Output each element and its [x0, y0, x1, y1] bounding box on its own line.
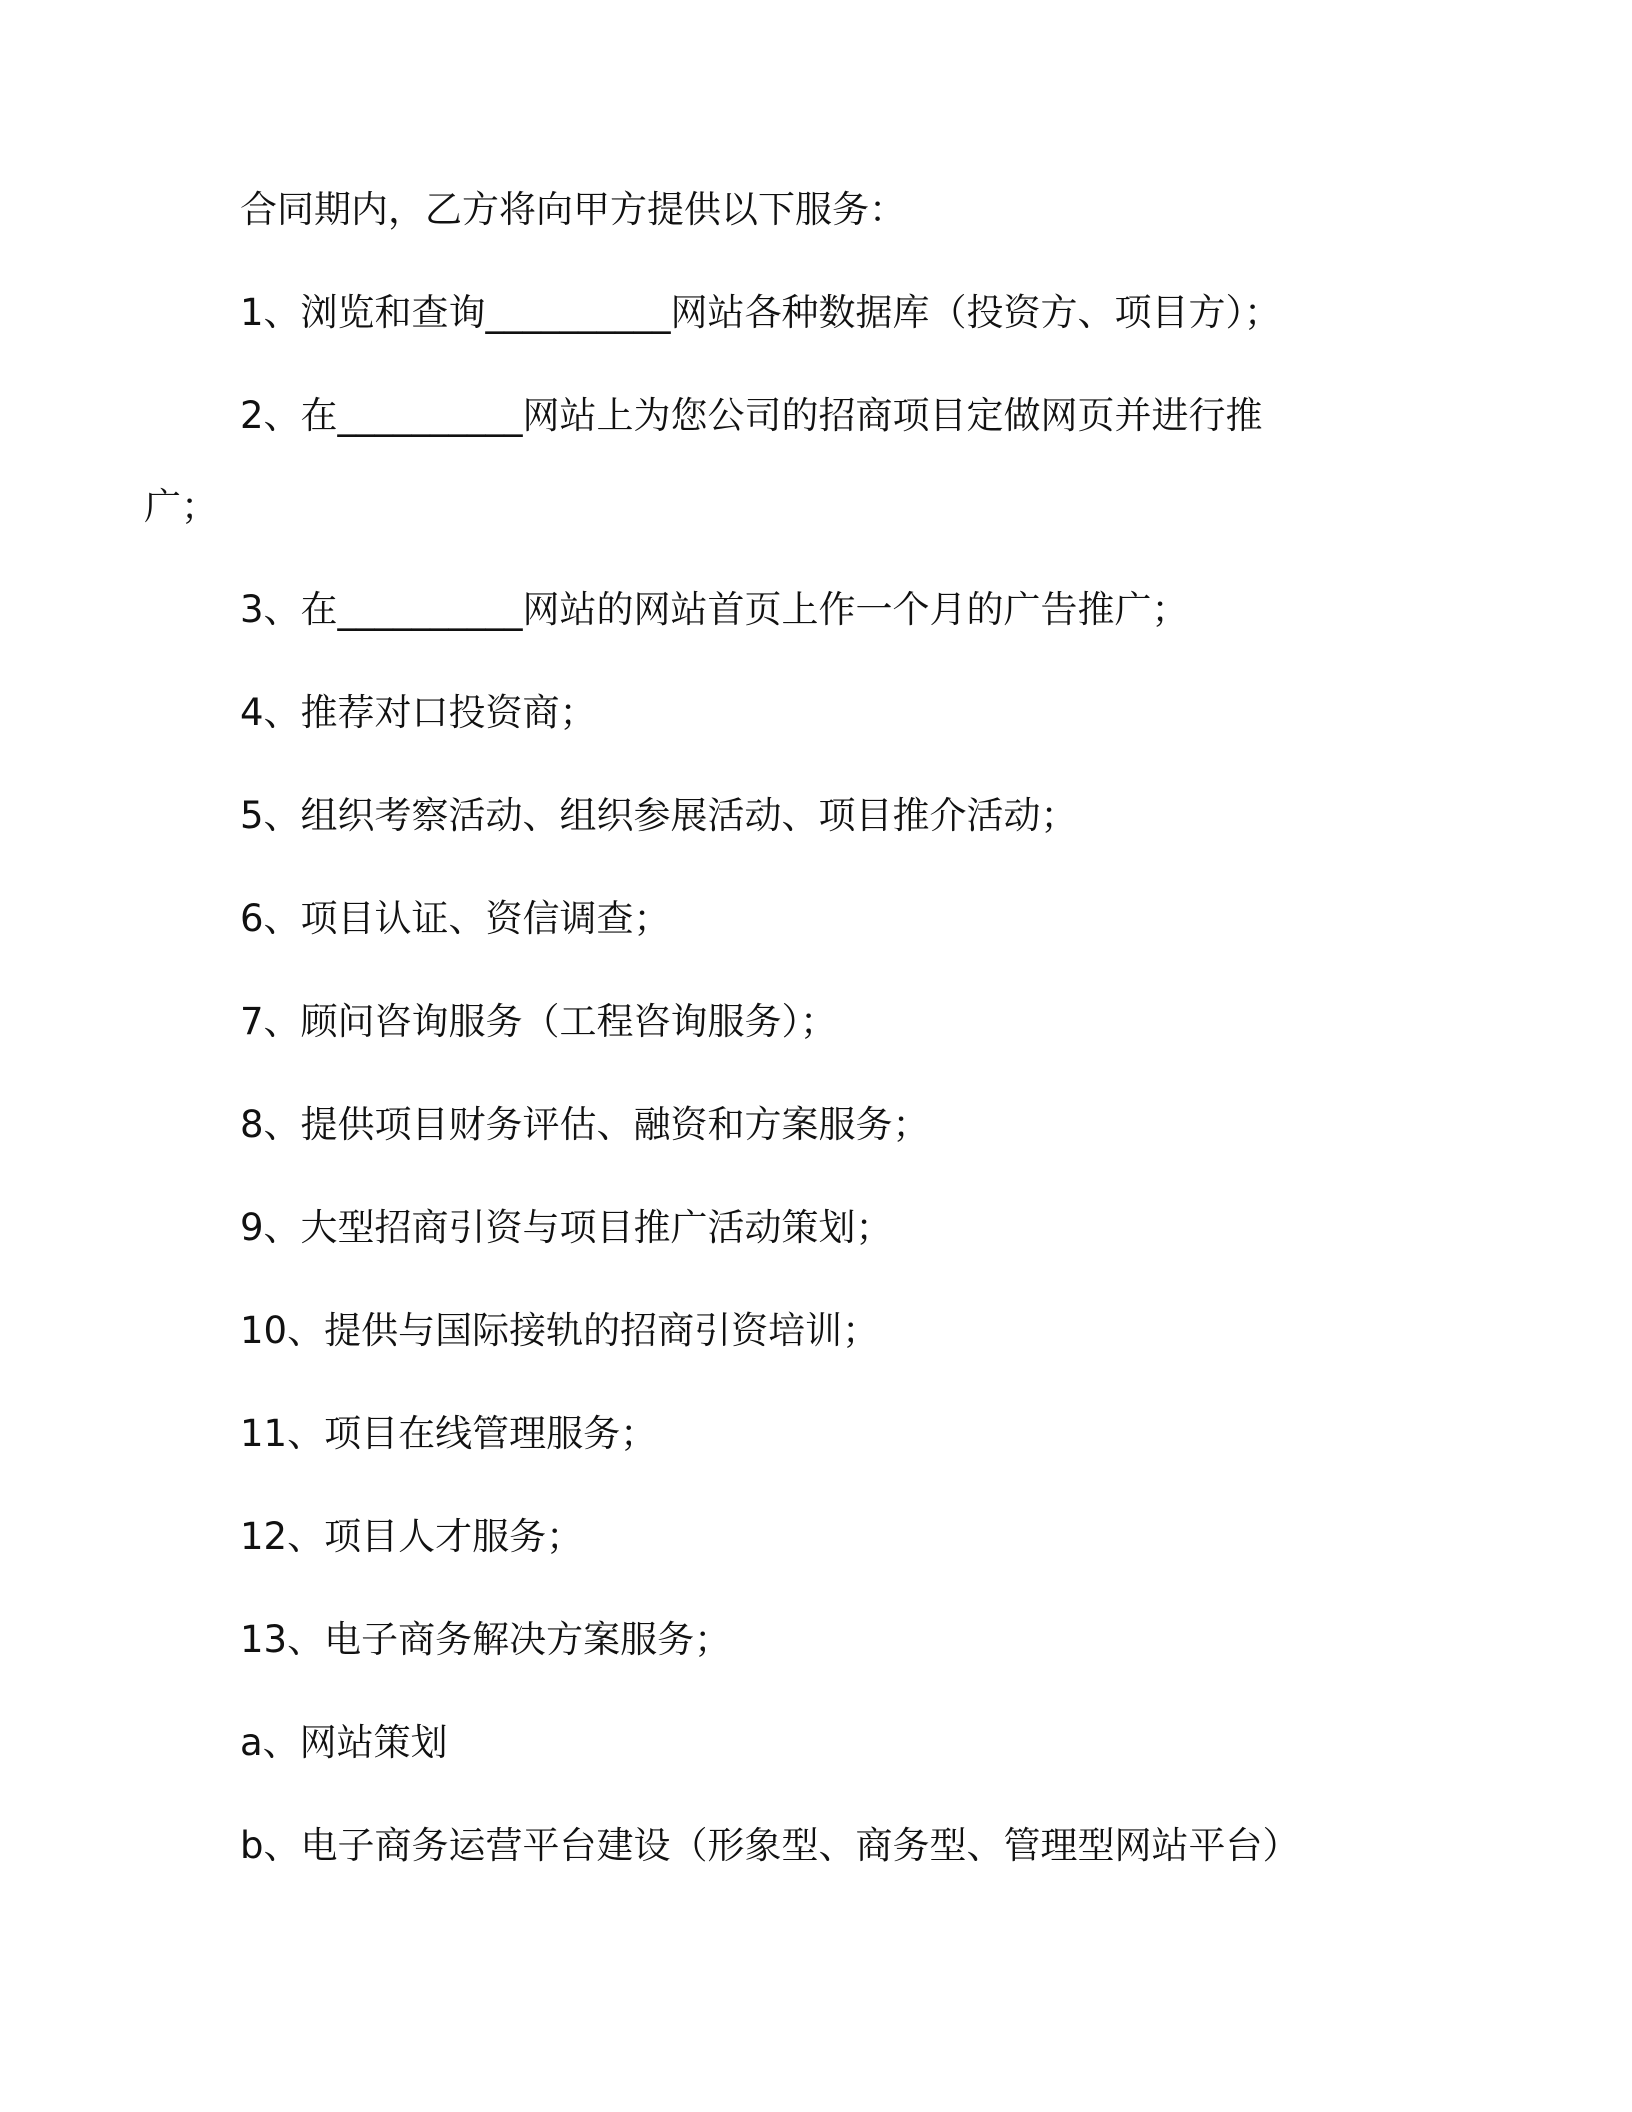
- service-subitem-a: a、网站策划: [240, 1721, 448, 1764]
- service-item-8: 8、提供项目财务评估、融资和方案服务；: [240, 1103, 930, 1146]
- service-item-7: 7、顾问咨询服务（工程咨询服务）；: [240, 1000, 838, 1043]
- service-item-4: 4、推荐对口投资商；: [240, 691, 597, 734]
- service-item-2-continued: 广；: [144, 485, 218, 528]
- service-item-2: 2、在__________网站上为您公司的招商项目定做网页并进行推: [240, 394, 1263, 437]
- service-item-1: 1、浏览和查询__________网站各种数据库（投资方、项目方）；: [240, 291, 1282, 334]
- service-item-11: 11、项目在线管理服务；: [240, 1412, 658, 1455]
- service-item-13: 13、电子商务解决方案服务；: [240, 1618, 732, 1661]
- service-item-10: 10、提供与国际接轨的招商引资培训；: [240, 1309, 880, 1352]
- service-item-12: 12、项目人才服务；: [240, 1515, 584, 1558]
- service-item-5: 5、组织考察活动、组织参展活动、项目推介活动；: [240, 794, 1078, 837]
- service-item-9: 9、大型招商引资与项目推广活动策划；: [240, 1206, 893, 1249]
- service-item-3: 3、在__________网站的网站首页上作一个月的广告推广；: [240, 588, 1189, 631]
- service-item-6: 6、项目认证、资信调查；: [240, 897, 671, 940]
- service-subitem-b: b、电子商务运营平台建设（形象型、商务型、管理型网站平台）: [240, 1824, 1300, 1867]
- document-body: [144, 188, 1400, 1867]
- intro-paragraph: 合同期内，乙方将向甲方提供以下服务：: [240, 188, 906, 231]
